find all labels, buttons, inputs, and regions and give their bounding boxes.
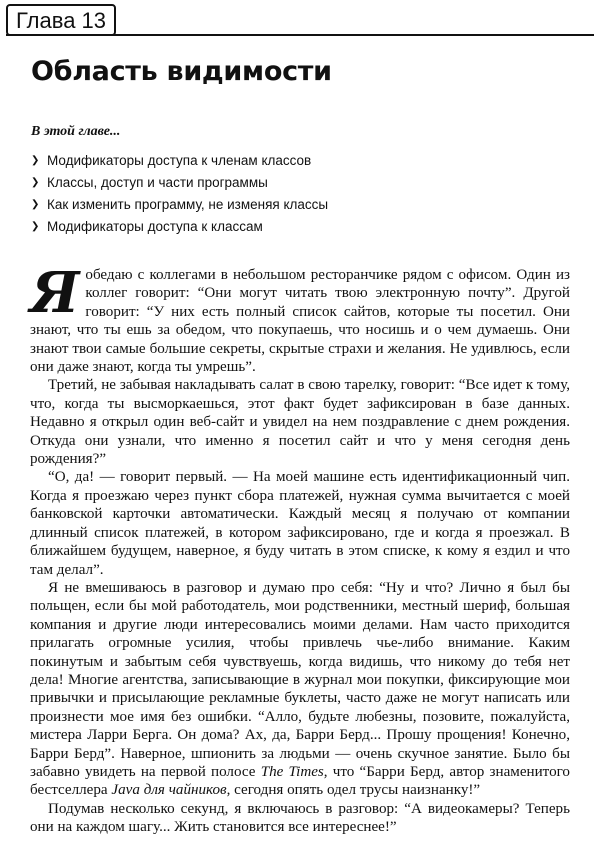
- paragraph: [30, 260, 570, 376]
- chapter-divider: [6, 34, 594, 36]
- paragraph-text: Я не вмешиваюсь в разговор и думаю про себя: “Ну и что? Лично я был бы польщен, если бы мой работодатель, мои родственники, местный шериф, большая компания и другие люди интересовались моими делами. Нам часто приходится прилагать огромные усилия, чтобы привлечь чье-либо внимание. Каким покинутым и забытым себя чувствуешь, когда видишь, что никому до тебя нет дела! Многие агентства, записывающие в журнал мои покупки, фиксирующие мои привычки и присылающие рекламные буклеты, часто даже не могут написать или произнести мое имя без ошибки. “Алло, будьте любезны, позовите, пожалуйста, мистера Ларри Берга. Он дома? Ах, да, Барри Берд... Прошу прощения! Конечно, Барри Берд”. Наверное, шпионить за людьми — очень скучное занятие. Было бы забавно увидеть на первой полосе: [30, 579, 570, 780]
- topic-label: Модификаторы доступа к классам: [47, 219, 263, 234]
- topic-item: [31, 216, 328, 238]
- topic-label: Модификаторы доступа к членам классов: [47, 153, 312, 168]
- chevron-right-icon: ❯: [31, 155, 40, 166]
- paragraph: [30, 579, 570, 800]
- intro-label: В этой главе...: [31, 124, 121, 139]
- topic-item: [31, 150, 328, 172]
- book-title: Java для чайников: [111, 782, 227, 799]
- chapter-title: Область видимости: [31, 56, 332, 87]
- topic-item: [31, 172, 328, 194]
- chapter-label: Глава 13: [6, 4, 116, 36]
- topic-label: Как изменить программу, не изменяя классы: [47, 197, 329, 212]
- drop-cap: Я: [30, 260, 80, 326]
- chevron-right-icon: ❯: [31, 177, 40, 188]
- paragraph: Третий, не забывая накладывать салат в свою тарелку, говорит: “Все идет к тому, что, когда ты высморкаешься, этот факт будет зафиксирован в базе данных. Недавно я открыл один веб-сайт и увидел на нем поздравление с днем рождения. Откуда они узнали, что именно я посетил сайт и что у меня сегодня день рождения?”: [30, 377, 570, 468]
- chapter-body: [30, 260, 570, 837]
- topic-item: [31, 194, 328, 216]
- paragraph: “О, да! — говорит первый. — На моей машине есть идентификационный чип. Когда я проезжаю через пункт сбора платежей, нужная сумма вычитается с моей банковской карточки автоматически. Каждый месяц я получаю от компании длинный список платежей, в котором зафиксировано, где и когда я проезжал. В ближайшем будущем, наверное, я буду читать в этом списке, к кому я ездил и что там делал”.: [30, 469, 570, 578]
- chevron-right-icon: ❯: [31, 199, 40, 210]
- chapter-topics-list: [31, 150, 328, 238]
- newspaper-title: The Times: [260, 763, 324, 780]
- paragraph-text: , сегодня опять одел трусы наизнанку!”: [226, 782, 481, 799]
- paragraph: Подумав несколько секунд, я включаюсь в разговор: “А видеокамеры? Теперь они на каждом шагу... Жить становится все интереснее!”: [30, 800, 570, 836]
- paragraph-text: обедаю с коллегами в небольшом ресторанчике рядом с офисом. Один из коллег говорит: “Они могут читать твою электронную почту”. Другой говорит: “У них есть полный список сайтов, которые ты посетил. Они знают, что ты ешь за обедом, что покупаешь, что носишь и о чем думаешь. Они знают твои самые большие секреты, скрытые страхи и желания. Не удивлюсь, если они даже знают, когда ты умрешь”.: [30, 267, 570, 376]
- chevron-right-icon: ❯: [31, 221, 40, 232]
- paragraph-text: , что “Барри Берд, автор знаменитого бестселлера: [30, 763, 570, 799]
- topic-label: Классы, доступ и части программы: [47, 175, 268, 190]
